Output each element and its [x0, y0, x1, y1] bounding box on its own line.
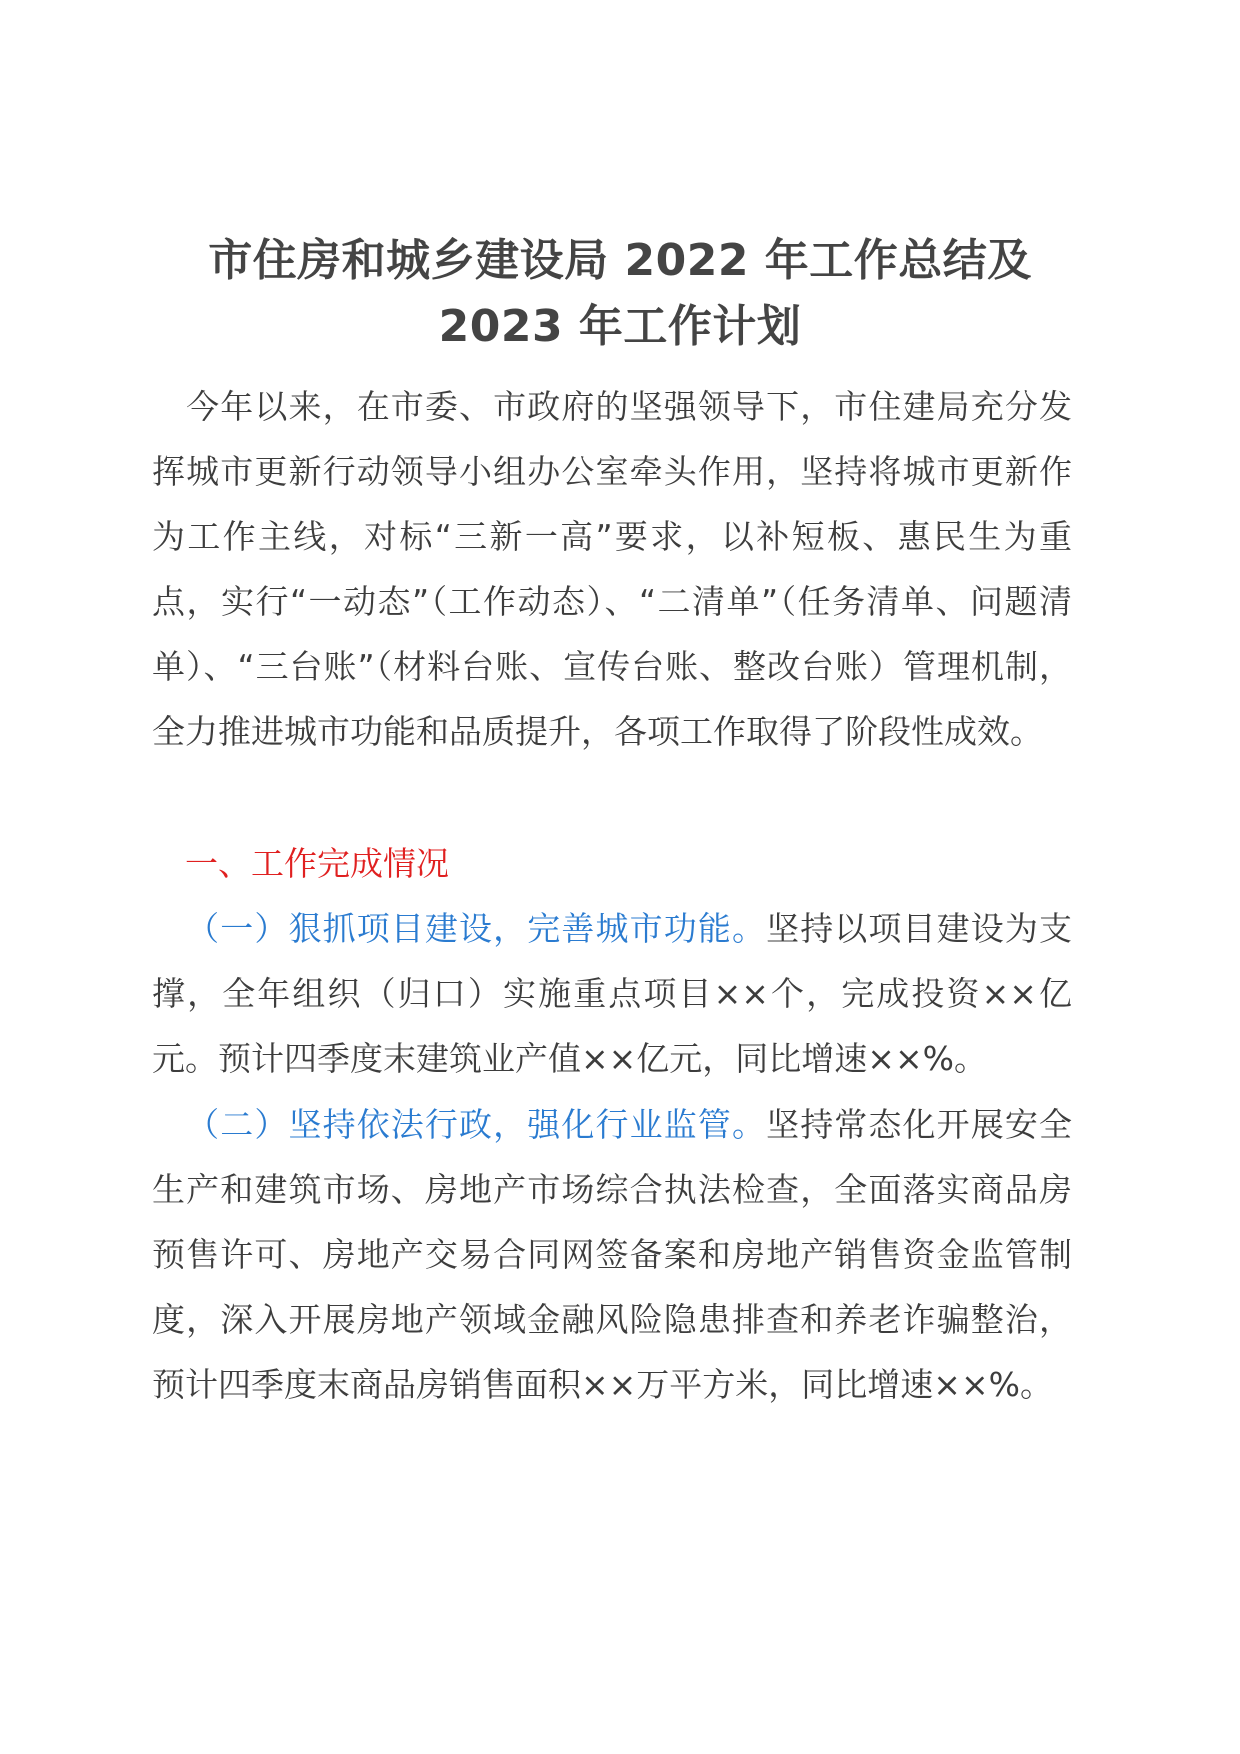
section-1-heading-text: 一、工作完成情况 [185, 844, 449, 883]
subsection-2-text: 坚持常态化开展安全生产和建筑市场、房地产市场综合执法检查，全面落实商品房预售许可、房地产交易合同网签备案和房地产销售资金监管制度，深入开展房地产领域金融风险隐患排查和养老诈骗整治，预计四季度末商品房销售面积××万平方米，同比增速××%。 [152, 1105, 1073, 1404]
subsection-2-heading: （二）坚持依法行政，强化行业监管。 [185, 1105, 767, 1144]
subsection-2-paragraph [152, 1092, 1072, 1417]
subsection-1-text: 坚持以项目建设为支撑，全年组织（归口）实施重点项目××个，完成投资××亿元。预计四季度末建筑业产值××亿元，同比增速××%。 [152, 909, 1073, 1078]
subsection-1-paragraph [152, 896, 1072, 1091]
document-title-line-1: 市住房和城乡建设局 2022 年工作总结及 [208, 235, 1032, 286]
intro-text: 今年以来，在市委、市政府的坚强领导下，市住建局充分发挥城市更新行动领导小组办公室牵头作用，坚持将城市更新作为工作主线，对标“三新一高”要求，以补短板、惠民生为重点，实行“一动态”（工作动态）、“二清单”（任务清单、问题清单）、“三台账”（材料台账、宣传台账、整改台账）管理机制，全力推进城市功能和品质提升，各项工作取得了阶段性成效。 [152, 387, 1072, 751]
document-title-line-2: 2023 年工作计划 [438, 301, 802, 352]
intro-paragraph [152, 374, 1072, 764]
subsection-1-heading: （一）狠抓项目建设，完善城市功能。 [185, 909, 767, 948]
section-1-heading [152, 831, 1072, 896]
